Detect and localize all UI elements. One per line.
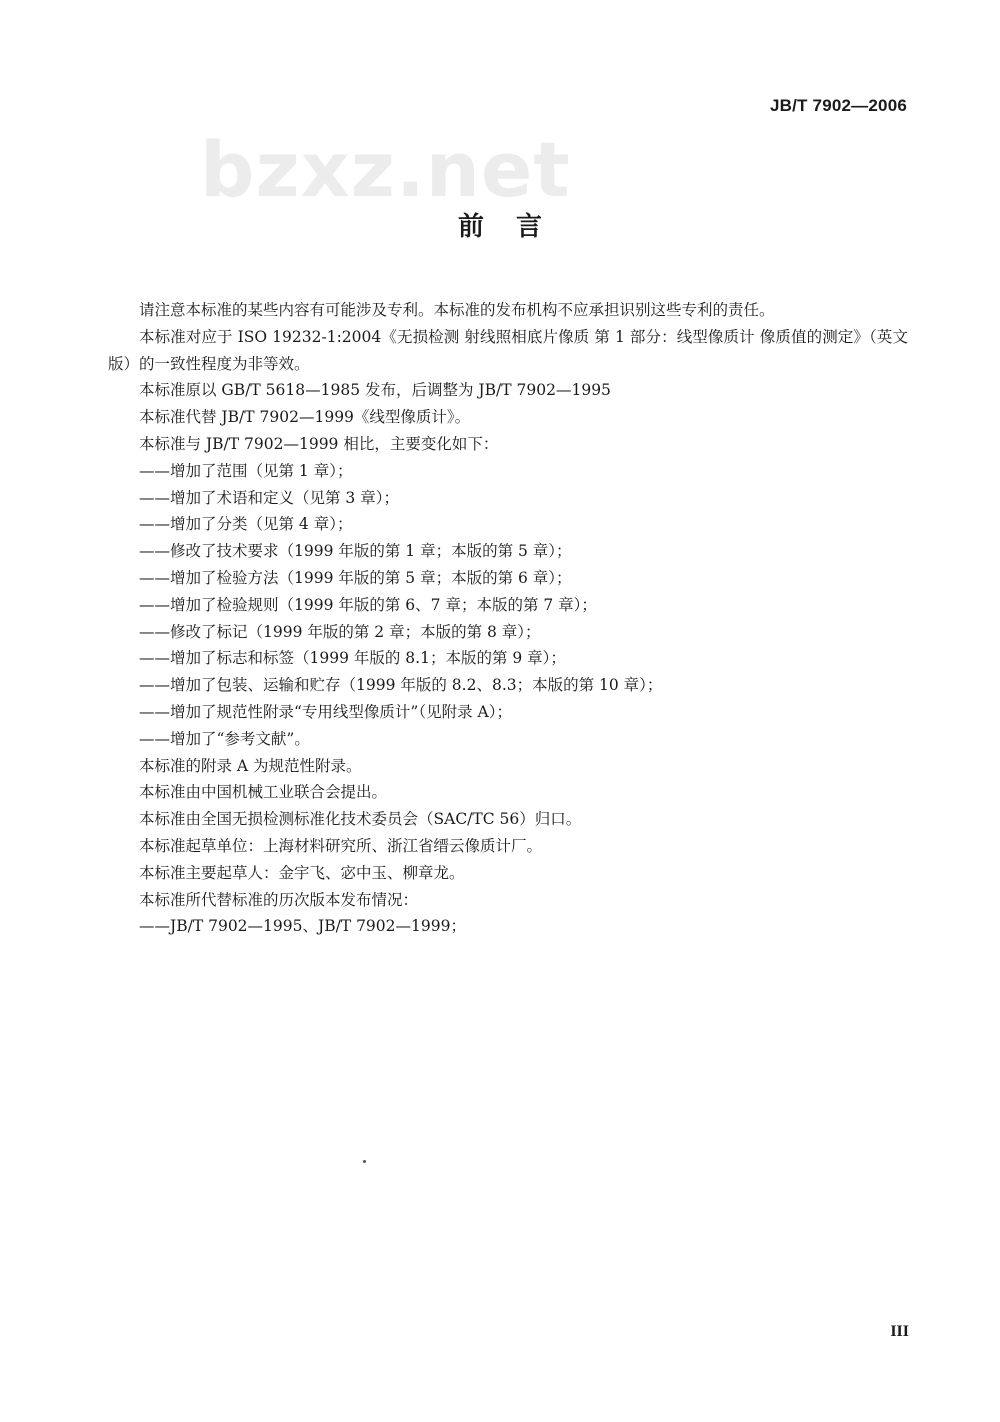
list-item: ——增加了范围（见第 1 章）； — [139, 461, 353, 480]
paragraph: 本标准与 JB/T 7902—1999 相比，主要变化如下： — [139, 434, 499, 453]
page-number: III — [890, 1323, 909, 1340]
paragraph: 本标准由中国机械工业联合会提出。 — [139, 783, 388, 802]
standard-number: JB/T 7902—2006 — [770, 96, 907, 115]
list-item: ——增加了标志和标签（1999 年版的 8.1；本版的第 9 章）； — [139, 649, 566, 668]
watermark-text: bzxz.net — [200, 125, 571, 214]
list-item: ——修改了标记（1999 年版的第 2 章；本版的第 8 章）； — [139, 622, 541, 641]
list-item: ——增加了检验方法（1999 年版的第 5 章；本版的第 6 章）； — [139, 568, 572, 587]
list-item: ——JB/T 7902—1995、JB/T 7902—1999； — [139, 917, 466, 936]
list-item: ——增加了术语和定义（见第 3 章）； — [139, 488, 399, 507]
page-title: 前言 — [457, 212, 574, 242]
foreword-body — [108, 297, 908, 940]
list-item: ——增加了检验规则（1999 年版的第 6、7 章；本版的第 7 章）； — [139, 595, 597, 614]
paragraph: 本标准对应于 ISO 19232-1:2004《无损检测 射线照相底片像质 第 1 部分：线型像质计 像质值的测定》（英文版）的一致性程度为非等效。 — [108, 327, 908, 373]
list-item: ——增加了“参考文献”。 — [139, 729, 310, 748]
paragraph: 本标准原以 GB/T 5618—1985 发布，后调整为 JB/T 7902—1995 — [139, 381, 611, 400]
paragraph: 本标准代替 JB/T 7902—1999《线型像质计》。 — [139, 408, 471, 427]
paragraph: 本标准的附录 A 为规范性附录。 — [139, 756, 362, 775]
paragraph: 本标准主要起草人：金宇飞、宓中玉、柳章龙。 — [139, 863, 465, 882]
paragraph: 本标准起草单位：上海材料研究所、浙江省缙云像质计厂。 — [139, 836, 543, 855]
list-item: ——增加了分类（见第 4 章）； — [139, 515, 353, 534]
scan-speck — [363, 1160, 366, 1163]
paragraph: 请注意本标准的某些内容有可能涉及专利。本标准的发布机构不应承担识别这些专利的责任。 — [139, 301, 775, 319]
list-item: ——增加了包装、运输和贮存（1999 年版的 8.2、8.3；本版的第 10 章）； — [139, 676, 663, 695]
list-item: ——增加了规范性附录“专用线型像质计”（见附录 A）； — [139, 702, 512, 721]
list-item: ——修改了技术要求（1999 年版的第 1 章；本版的第 5 章）； — [139, 542, 572, 561]
paragraph: 本标准由全国无损检测标准化技术委员会（SAC/TC 56）归口。 — [139, 810, 582, 829]
paragraph: 本标准所代替标准的历次版本发布情况： — [139, 890, 419, 909]
